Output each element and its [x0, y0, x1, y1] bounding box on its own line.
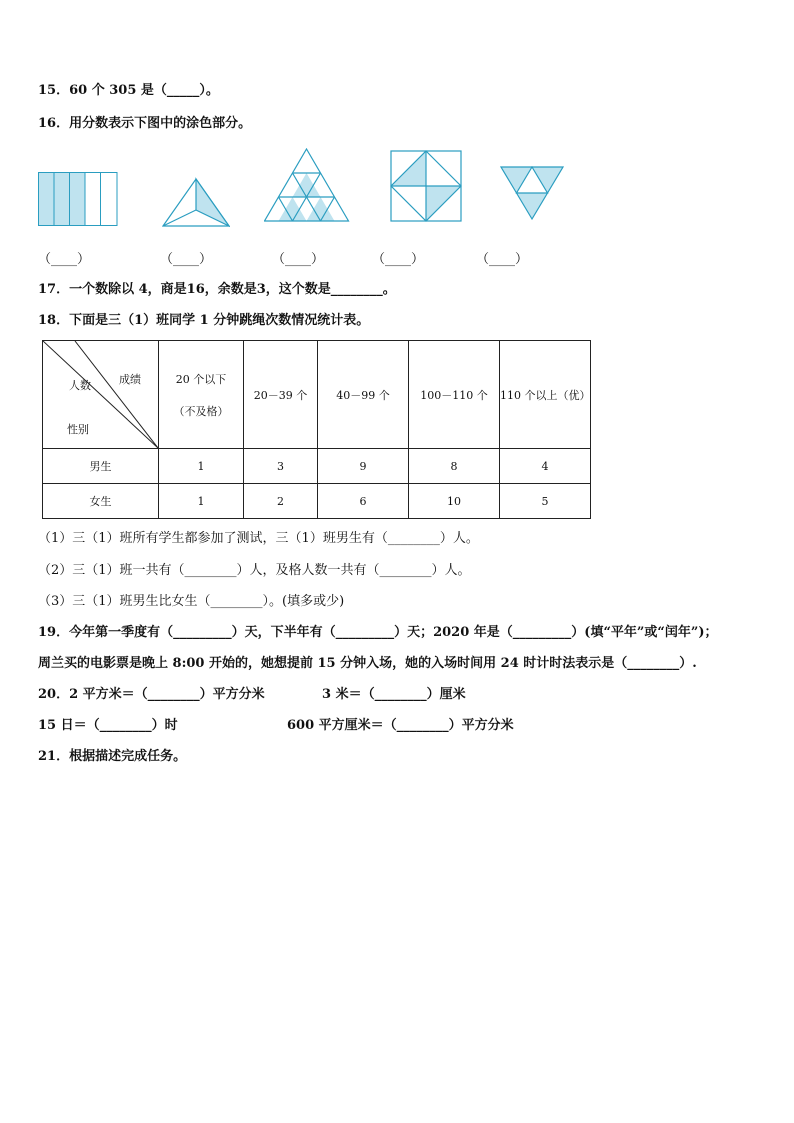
inverted-triangle-figure — [500, 165, 564, 221]
rectangle-strips-figure — [38, 172, 118, 226]
triangle-centroid-figure — [162, 176, 230, 230]
question-16: 16．用分数表示下图中的涂色部分。 — [38, 116, 252, 131]
col-20-39: 20－39 个 — [244, 341, 318, 449]
table-cell: 10 — [409, 484, 500, 519]
question-19-line-2: 周兰买的电影票是晚上 8:00 开始的，她想提前 15 分钟入场，她的入场时间用 24 时计时法表示是（________）. — [38, 656, 697, 671]
col-100-110: 100－110 个 — [409, 341, 500, 449]
table-cell: 5 — [500, 484, 591, 519]
answer-blank-2[interactable]: （____） — [160, 252, 213, 267]
col-under-20-note: （不及格） — [173, 404, 229, 418]
answer-blank-1[interactable]: （____） — [38, 252, 91, 267]
diagonal-lines — [43, 341, 158, 448]
col-40-99: 40－99 个 — [318, 341, 409, 449]
table-cell: 8 — [409, 449, 500, 484]
col-over-110: 110 个以上（优） — [500, 341, 591, 449]
table-cell: 9 — [318, 449, 409, 484]
answer-blank-3[interactable]: （____） — [272, 252, 325, 267]
table-row-boys — [43, 449, 591, 484]
table-row-girls — [43, 484, 591, 519]
table-cell: 2 — [244, 484, 318, 519]
question-18-part-2: （2）三（1）班一共有（________）人，及格人数一共有（________）人。 — [38, 563, 471, 578]
table-cell: 1 — [159, 449, 244, 484]
row-label-girls: 女生 — [43, 484, 159, 519]
table-cell: 4 — [500, 449, 591, 484]
table-cell: 1 — [159, 484, 244, 519]
question-18: 18．下面是三（1）班同学 1 分钟跳绳次数情况统计表。 — [38, 313, 370, 328]
answer-blank-4[interactable]: （____） — [372, 252, 425, 267]
question-18-part-3: （3）三（1）班男生比女生（________）。(填多或少) — [38, 594, 345, 609]
question-18-part-1: （1）三（1）班所有学生都参加了测试，三（1）班男生有（________）人。 — [38, 531, 479, 546]
header-gender: 性别 — [67, 423, 89, 436]
triangle-nine-part-figure — [264, 148, 350, 224]
question-20-d: 600 平方厘米＝（________）平方分米 — [287, 718, 514, 733]
question-15: 15．60 个 305 是（_____）。 — [38, 83, 219, 98]
row-label-boys: 男生 — [43, 449, 159, 484]
square-diamond-figure — [390, 150, 462, 222]
table-cell: 6 — [318, 484, 409, 519]
diagonal-header-cell — [43, 341, 159, 449]
jump-rope-stat-table — [42, 340, 591, 519]
col-under-20-label: 20 个以下 — [175, 372, 227, 386]
question-21: 21．根据描述完成任务。 — [38, 749, 187, 764]
question-19-line-1: 19．今年第一季度有（_________）天，下半年有（_________）天；2020 年是（_________）(填“平年”或“闰年”)； — [38, 625, 718, 640]
header-score: 成绩 — [119, 373, 141, 386]
col-under-20 — [159, 341, 244, 449]
question-20-a: 20．2 平方米＝（________）平方分米 — [38, 687, 265, 702]
question-20-c: 15 日＝（________）时 — [38, 718, 178, 733]
header-count: 人数 — [69, 379, 91, 392]
table-cell: 3 — [244, 449, 318, 484]
answer-blank-5[interactable]: （____） — [476, 252, 529, 267]
question-17: 17．一个数除以 4，商是16，余数是3，这个数是________。 — [38, 282, 396, 297]
question-20-b: 3 米＝（________）厘米 — [322, 687, 466, 702]
